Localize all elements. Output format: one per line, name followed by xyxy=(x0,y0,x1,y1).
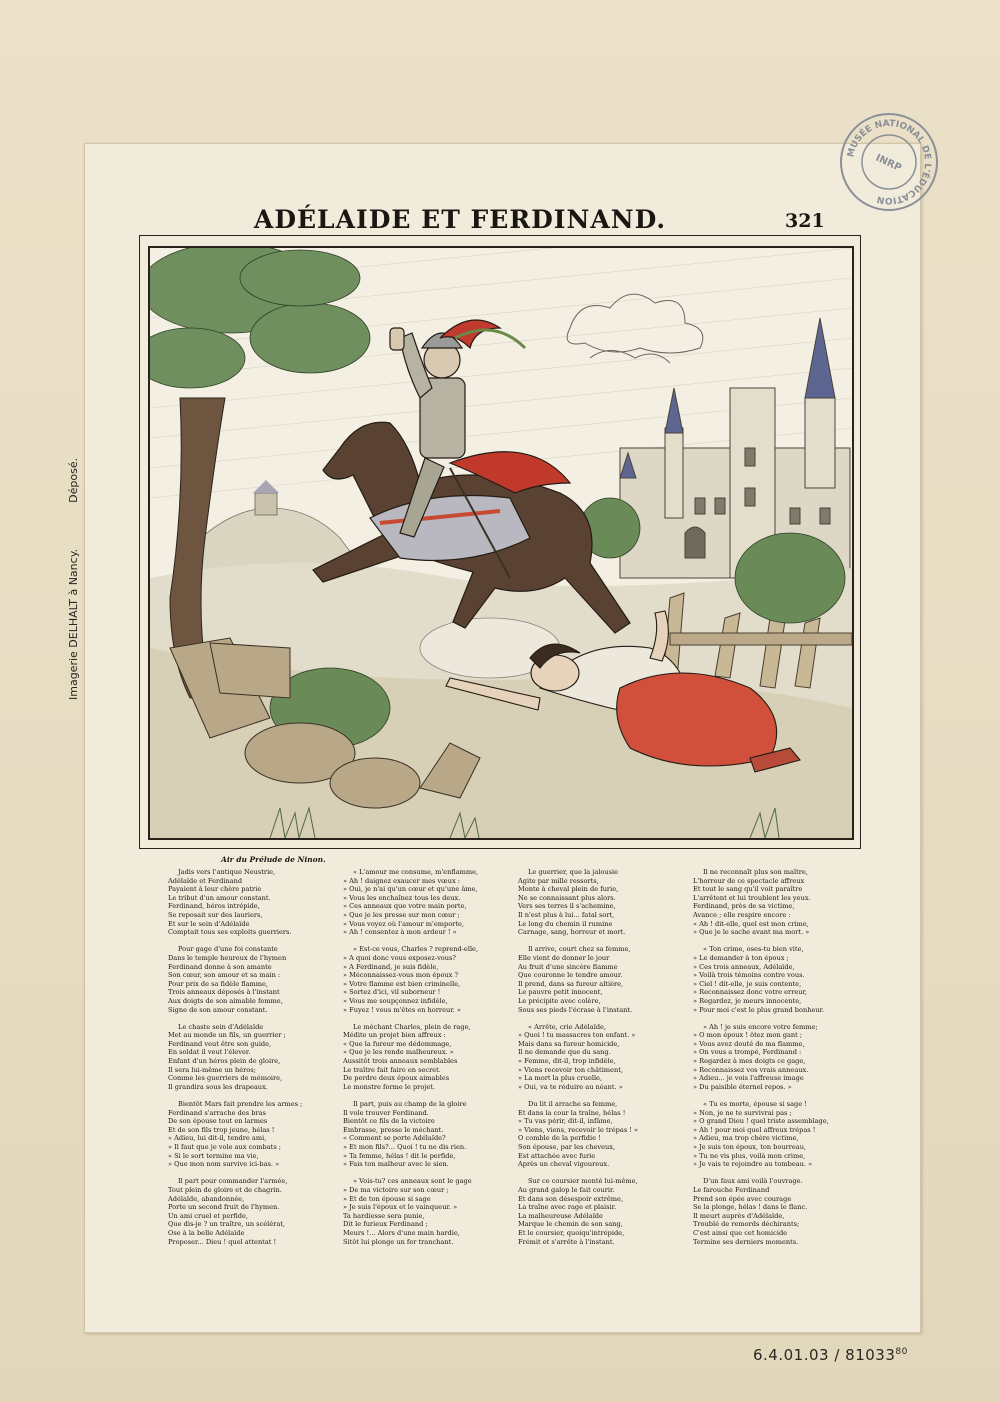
verse-line: Après un cheval vigoureux. xyxy=(518,1160,610,1169)
verse-line: Il part pour commander l'armée, xyxy=(178,1177,288,1186)
verse-line: Aussitôt trois anneaux semblables xyxy=(343,1057,458,1066)
verse-line: « Adieu, lui dit-il, tendre ami, xyxy=(168,1134,267,1143)
verse-line: » Ah ! je suis encore votre femme; xyxy=(703,1022,818,1031)
verse-line: » Ces anneaux que votre main porte, xyxy=(343,902,467,911)
stanza xyxy=(693,868,868,937)
verse-line: » Je suis l'époux et le vainqueur. » xyxy=(343,1203,458,1212)
verse-line: Le guerrier, que la jalousie xyxy=(528,868,618,876)
verse-line: » Ta femme, hélas ! dit le perfide, xyxy=(343,1151,456,1160)
verse-line: » Vous les enchaînez tous les deux. xyxy=(343,893,461,902)
verse-line: « L'amour me consume, m'enflamme, xyxy=(353,868,479,876)
verse-line: Au fruit d'une sincère flamme xyxy=(518,962,618,971)
verse-line: Ferdinand veut être son guide, xyxy=(168,1039,272,1048)
verse-line: En soldat il veut l'élever. xyxy=(168,1048,251,1057)
verse-line: Que couronne le tendre amour. xyxy=(518,971,623,980)
verse-line: Le précipite avec colère, xyxy=(518,996,601,1005)
verse-line: Le méchant Charles, plein de rage, xyxy=(353,1022,471,1031)
verse-line: Proposer... Dieu ! quel attentat ! xyxy=(168,1237,277,1246)
verse-line: » Regardez à mes doigts ce gage, xyxy=(693,1057,806,1066)
verse-line: » Tu ne vis plus, voilà mon crime, xyxy=(693,1151,806,1160)
verse-line: Enfant d'un héros plein de gloire, xyxy=(168,1057,281,1066)
verse-line: D'un faux ami voilà l'ouvrage. xyxy=(703,1177,803,1186)
stanza xyxy=(168,868,343,937)
stanza xyxy=(343,1100,518,1169)
verse-line: Le monstre forme le projet. xyxy=(343,1082,435,1091)
stanza xyxy=(168,1100,343,1169)
verse-line: Bientôt ce fils de la victoire xyxy=(343,1117,435,1126)
verse-line: La malheureuse Adélaïde xyxy=(518,1211,603,1220)
verse-line: Aux doigts de son aimable femme, xyxy=(168,996,283,1005)
museum-stamp xyxy=(837,110,941,214)
verse-line: « Tu vas périr, dit-il, infâme, xyxy=(518,1117,613,1126)
verse-line: » A quoi donc vous exposez-vous? xyxy=(343,953,456,962)
verse-line: Se la plonge, hélas ! dans le flanc. xyxy=(693,1203,808,1212)
text-column-2 xyxy=(343,868,518,1255)
verse-line: « Ah ! dit-elle, quel est mon crime, xyxy=(693,919,809,928)
verse-line: C'est ainsi que cet homicide xyxy=(693,1228,788,1237)
verse-line: Il grandira sous les drapeaux. xyxy=(168,1082,268,1091)
verse-line: » Oui, je n'ai qu'un cœur et qu'une âme, xyxy=(343,885,478,894)
text-column-4 xyxy=(693,868,868,1255)
verse-line: » Vois-tu? ces anneaux sont le gage xyxy=(353,1177,472,1186)
verse-line: Avance ; elle respire encore : xyxy=(693,910,791,919)
verse-line: » Quoi ! tu massacres ton enfant. » xyxy=(518,1031,636,1040)
verse-line: Ferdinand, héros intrépide, xyxy=(168,902,260,911)
verse-line: Embrasse, presse le méchant. xyxy=(343,1125,444,1134)
deposit-text: Déposé. xyxy=(67,457,80,503)
verse-line: » Je vais te rejoindre au tombeau. » xyxy=(693,1160,813,1169)
verse-line: » Méconnaissez-vous mon époux ? xyxy=(343,971,459,980)
verse-line: Le tribut d'un amour constant. xyxy=(168,893,271,902)
verse-line: Elle vient de donner le jour xyxy=(518,953,610,962)
verse-line: Se reposait sur des lauriers, xyxy=(168,910,263,919)
verse-line: » Viens recevoir ton châtiment, xyxy=(518,1065,623,1074)
verse-line: » Ciel ! dit-elle, je suis contente, xyxy=(693,979,802,988)
verse-line: » Sortez d'ici, vil suborneur ! xyxy=(343,988,441,997)
verse-line: » Vous avez douté de ma flamme, xyxy=(693,1039,805,1048)
verse-line: » Vous me soupçonnez infidèle, xyxy=(343,996,448,1005)
verse-line: » O grand Dieu ! quel triste assemblage, xyxy=(693,1117,829,1126)
verse-line: Et sur le sein d'Adélaïde xyxy=(168,919,250,928)
verse-line: Jadis vers l'antique Neustrie, xyxy=(178,868,276,876)
verse-line: « Que la fureur me dédommage, xyxy=(343,1039,452,1048)
verse-line: Son cœur, son amour et sa main : xyxy=(168,971,281,980)
verse-line: Et dans la cour la traîne, hélas ! xyxy=(518,1108,626,1117)
text-column-3 xyxy=(518,868,693,1255)
verse-line: Il sera lui-même un héros; xyxy=(168,1065,256,1074)
verse-line: » Que je les rende malheureux. » xyxy=(343,1048,454,1057)
verse-line: Le chaste sein d'Adélaïde xyxy=(178,1022,264,1031)
stanza xyxy=(343,1023,518,1092)
verse-line: L'horreur de ce spectacle affreux xyxy=(693,876,805,885)
verse-line: Monte à cheval plein de furie, xyxy=(518,885,619,894)
verse-line: Il vole trouver Ferdinand. xyxy=(343,1108,429,1117)
illustration xyxy=(148,246,854,840)
verse-line: Ferdinand s'arrache des bras xyxy=(168,1108,266,1117)
verse-line: » Si le sort termine ma vie, xyxy=(168,1151,259,1160)
verse-line: De perdre deux époux aimables xyxy=(343,1074,450,1083)
verse-line: Bientôt Mars fait prendre les armes ; xyxy=(178,1100,303,1109)
verse-line: » Ah ! consentez à mon ardeur ! » xyxy=(343,928,457,937)
verse-line: Ne se connaissant plus alors. xyxy=(518,893,616,902)
verse-line: Il arrive, court chez sa femme, xyxy=(528,945,631,954)
verse-line: » Je suis ton époux, ton bourreau, xyxy=(693,1143,807,1151)
verse-line: Il ne reconnaît plus son maître, xyxy=(703,868,808,876)
verse-line: Le traître fait faire en secret. xyxy=(343,1065,441,1074)
verse-line: Ferdinand, près de sa victime, xyxy=(693,902,795,911)
verse-line: Trois anneaux déposés à l'instant xyxy=(168,988,280,997)
verse-line: Meurs !... Alors d'une main hardie, xyxy=(343,1228,460,1237)
verse-line: » Et de ton épouse si sage xyxy=(343,1194,431,1203)
verse-line: Dit le furieux Ferdinand ; xyxy=(343,1220,428,1229)
verse-line: Que dis-je ? un traître, un scélérat, xyxy=(168,1220,286,1229)
stanza xyxy=(518,945,693,1014)
stanza xyxy=(168,1177,343,1246)
verse-line: » Adieu, ma trop chère victime, xyxy=(693,1134,799,1143)
stanza xyxy=(168,945,343,1014)
stanza xyxy=(168,1023,343,1092)
verse-line: » Oui, va te réduire au néant. » xyxy=(518,1082,623,1091)
verse-line: L'arrêtent et lui troublent les yeux. xyxy=(693,893,811,902)
stanza xyxy=(518,1023,693,1092)
stanza xyxy=(693,1100,868,1169)
stanza xyxy=(693,1023,868,1092)
verse-line: » Fais ton malheur avec le sien. xyxy=(343,1160,449,1169)
verse-line: Vers ses terres il s'achemine, xyxy=(518,902,616,911)
verse-line: Signe de son amour constant. xyxy=(168,1005,268,1014)
svg-text:INRP: INRP xyxy=(873,152,903,175)
verse-line: Il meurt auprès d'Adélaïde, xyxy=(693,1211,785,1220)
verse-line: Sur ce coursier monté lui-même, xyxy=(528,1177,638,1186)
verse-line: Termine ses derniers moments. xyxy=(693,1237,799,1246)
verse-line: « Est-ce vous, Charles ? reprend-elle, xyxy=(353,945,479,954)
verse-line: Marque le chemin de son sang, xyxy=(518,1220,623,1229)
verse-line: La traîne avec rage et plaisir. xyxy=(518,1203,617,1212)
verse-line: Pour gage d'une foi constante xyxy=(178,945,278,954)
verse-line: « Tu es morte, épouse si sage ! xyxy=(703,1100,807,1109)
call-number-text: 6.4.01.03 / 81033 xyxy=(753,1346,896,1364)
verse-line: Sitôt lui plonge un fer tranchant. xyxy=(343,1237,454,1246)
verse-line: Ose à la belle Adélaïde xyxy=(168,1228,245,1237)
stanza xyxy=(693,1177,868,1246)
verse-line: » Le demander à ton époux ; xyxy=(693,953,789,962)
print-number: 321 xyxy=(785,210,825,232)
knight-scene-image xyxy=(150,248,852,838)
side-imprint xyxy=(64,457,84,700)
verse-line: Le long du chemin il rumine xyxy=(518,919,613,928)
verse-line: Un ami cruel et perfide, xyxy=(168,1211,249,1220)
verse-line: » Votre flamme est bien criminelle, xyxy=(343,979,461,988)
verse-line: Et le coursier, quoiqu'intrépide, xyxy=(518,1228,625,1237)
verse-line: » De ma victoire sur son cœur ; xyxy=(343,1185,449,1194)
verse-line: » Ah ! pour moi quel affreux trépas ! xyxy=(693,1125,816,1134)
verse-line: Et tout le sang qu'il voit paraître xyxy=(693,885,803,894)
verse-line: Dans le temple heureux de l'hymen xyxy=(168,953,287,962)
verse-line: » Et mon fils?... Quoi ! tu ne dis rien. xyxy=(343,1143,467,1151)
verse-line: » Que je le sache avant ma mort. » xyxy=(693,928,810,937)
verse-line: Agite par mille ressorts, xyxy=(518,876,599,885)
verse-line: De son épouse tout en larmes xyxy=(168,1117,268,1126)
verse-line: Porte un second fruit de l'hymen. xyxy=(168,1203,280,1212)
verse-line: Ta hardiesse sera punie, xyxy=(343,1211,425,1220)
verse-line: Frémit et s'arrête à l'instant. xyxy=(518,1237,615,1246)
call-number xyxy=(753,1346,908,1376)
verse-line: » Adieu... je vois l'affreuse image xyxy=(693,1074,804,1083)
verse-line: Pour prix de sa fidèle flamme, xyxy=(168,979,269,988)
verse-line: Troublé de remords déchirants; xyxy=(693,1220,800,1229)
verse-line: Comptait tous ses exploits guerriers. xyxy=(168,928,292,937)
verse-line: « Comment se porte Adélaïde? xyxy=(343,1134,446,1143)
verse-line: Et de son fils trop jeune, hélas ! xyxy=(168,1125,275,1134)
verse-line: Le farouche Ferdinand xyxy=(693,1185,770,1194)
verse-line: Du lit il arrache sa femme, xyxy=(528,1100,618,1109)
verse-line: Comme les guerriers de mémoire, xyxy=(168,1074,283,1083)
verse-line: Il prend, dans sa fureur altière, xyxy=(518,979,624,988)
verse-line: Son épouse, par les cheveux, xyxy=(518,1143,616,1151)
verse-line: Au grand galop le fait courir. xyxy=(518,1185,615,1194)
verse-line: Adélaïde, abandonnée, xyxy=(168,1194,245,1203)
verse-line: » La mort la plus cruelle, xyxy=(518,1074,603,1083)
verse-line: « Femme, dit-il, trop infidèle, xyxy=(518,1057,616,1066)
stanza xyxy=(518,868,693,937)
verse-line: Et dans son désespoir extrême, xyxy=(518,1194,624,1203)
verse-line: » Non, je ne te survivrai pas ; xyxy=(693,1108,792,1117)
verse-line: Prend son épée avec courage xyxy=(693,1194,792,1203)
verse-line: Il ne demande que du sang. xyxy=(518,1048,611,1057)
verse-line: Payaient à leur chère patrie xyxy=(168,885,262,894)
verse-line: Mais dans sa fureur homicide, xyxy=(518,1039,620,1048)
verse-line: » Viens, viens, recevoir le trépas ! » xyxy=(518,1125,639,1134)
verse-line: Carnage, sang, horreur et mort. xyxy=(518,928,626,937)
call-number-suffix: 80 xyxy=(895,1347,908,1357)
verse-line: » Il faut que je vole aux combats ; xyxy=(168,1143,282,1151)
verse-line: » Pour moi c'est le plus grand bonheur. xyxy=(693,1005,825,1014)
air-heading: Air du Prélude de Ninon. xyxy=(221,855,326,864)
text-column-1 xyxy=(168,868,343,1255)
verse-line: Le pauvre petit innocent, xyxy=(518,988,603,997)
verse-line: » On vous a trompé, Ferdinand : xyxy=(693,1048,802,1057)
verse-line: » Ces trois anneaux, Adélaïde, xyxy=(693,962,795,971)
verse-line: » Vous voyez où l'amour m'emporte, xyxy=(343,919,464,928)
verse-line: » Ah ! daignez exaucer mes vœux : xyxy=(343,876,460,885)
verse-line: O comble de la perfidie ! xyxy=(518,1134,601,1143)
verse-line: « Ton crime, oses-tu bien vite, xyxy=(703,945,804,954)
verse-line: » Fuyez ! vous m'êtes en horreur. » xyxy=(343,1005,461,1014)
verse-line: » A Ferdinand, je suis fidèle, xyxy=(343,962,439,971)
verse-line: » Reconnaissez vos vrais anneaux. xyxy=(693,1065,809,1074)
page-title: ADÉLAIDE ET FERDINAND. xyxy=(253,205,667,234)
stanza xyxy=(518,1100,693,1169)
verse-line: Il n'est plus à lui... fatal sort, xyxy=(518,910,615,919)
verse-line: « Arrête, crie Adélaïde, xyxy=(528,1022,607,1031)
verse-line: » Du paisible éternel repos. » xyxy=(693,1082,792,1091)
stanza xyxy=(343,1177,518,1246)
verse-line: » Que mon nom survive ici-bas. » xyxy=(168,1160,280,1169)
verse-line: » Voilà trois témoins contre vous. xyxy=(693,971,805,980)
verse-line: » Que je les presse sur mon cœur ; xyxy=(343,910,460,919)
verse-line: » O mon époux ! ôtez mon gant ; xyxy=(693,1031,803,1040)
verse-line: Médite un projet bien affreux : xyxy=(343,1031,446,1040)
svg-text:MUSÉE NATIONAL DE L'ÉDUCATION: MUSÉE NATIONAL DE L'ÉDUCATION xyxy=(846,118,933,206)
verse-line: Adélaïde et Ferdinand xyxy=(168,876,243,885)
verse-line: Met au monde un fils, un guerrier ; xyxy=(168,1031,286,1040)
verse-line: Est attachée avec furie xyxy=(518,1151,596,1160)
stanza xyxy=(693,945,868,1014)
stanza xyxy=(343,945,518,1014)
stanza xyxy=(343,868,518,937)
imprint-text: Imagerie DELHALT à Nancy. xyxy=(67,548,80,700)
verse-line: » Reconnaissez donc votre erreur, xyxy=(693,988,808,997)
verse-line: Ferdinand donne à son amante xyxy=(168,962,272,971)
verse-line: » Regardez, je meurs innocente, xyxy=(693,996,802,1005)
stanza xyxy=(518,1177,693,1246)
verse-line: Tout plein de gloire et de chagrin. xyxy=(168,1185,282,1194)
verse-line: Il part, puis au champ de la gloire xyxy=(353,1100,467,1109)
verse-line: Sous ses pieds l'écrase à l'instant. xyxy=(518,1005,633,1014)
